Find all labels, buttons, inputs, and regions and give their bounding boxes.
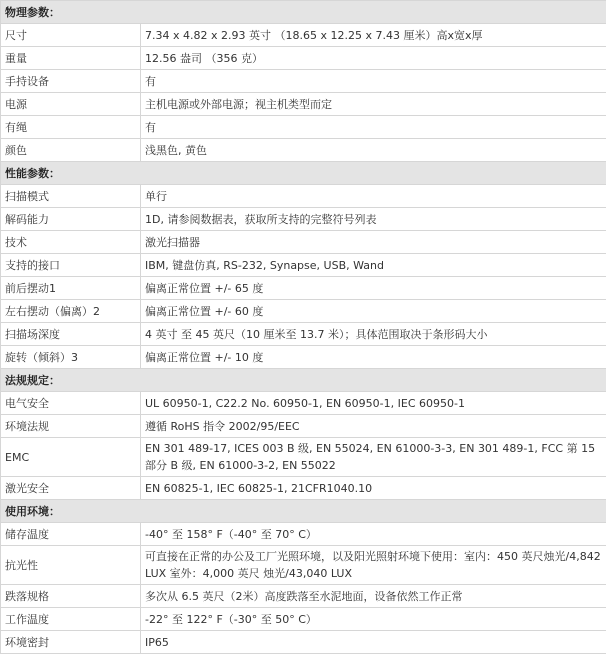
table-row: [1, 546, 606, 585]
spec-label: 手持设备: [1, 70, 141, 93]
table-row: [1, 392, 606, 415]
spec-label: 前后摆动1: [1, 277, 141, 300]
section-title: 使用环境：: [1, 500, 606, 523]
spec-value: 激光扫描器: [141, 231, 606, 254]
spec-value: 可直接在正常的办公及工厂光照环境，以及阳光照射环境下使用：室内：450 英尺烛光/4,842 LUX 室外：4,000 英尺 烛光/43,040 LUX: [141, 546, 606, 585]
section-header-row: [1, 369, 606, 392]
table-row: [1, 70, 606, 93]
table-row: [1, 477, 606, 500]
spec-label: 技术: [1, 231, 141, 254]
spec-label: 储存温度: [1, 523, 141, 546]
spec-value: IP65: [141, 631, 606, 654]
table-row: [1, 585, 606, 608]
spec-value: EN 60825-1, IEC 60825-1, 21CFR1040.10: [141, 477, 606, 500]
table-row: [1, 47, 606, 70]
section-title: 物理参数：: [1, 1, 606, 24]
table-row: [1, 523, 606, 546]
spec-label: 扫描场深度: [1, 323, 141, 346]
section-header-row: [1, 1, 606, 24]
spec-label: EMC: [1, 438, 141, 477]
spec-value: -22° 至 122° F（-30° 至 50° C）: [141, 608, 606, 631]
spec-value: EN 301 489-17, ICES 003 B 级, EN 55024, EN 61000-3-3, EN 301 489-1, FCC 第 15 部分 B 级, EN 61000-3-2, EN 55022: [141, 438, 606, 477]
spec-label: 颜色: [1, 139, 141, 162]
spec-label: 电源: [1, 93, 141, 116]
spec-value: 偏离正常位置 +/- 60 度: [141, 300, 606, 323]
spec-value: 偏离正常位置 +/- 65 度: [141, 277, 606, 300]
spec-label: 尺寸: [1, 24, 141, 47]
table-row: [1, 346, 606, 369]
spec-value: UL 60950-1, C22.2 No. 60950-1, EN 60950-1, IEC 60950-1: [141, 392, 606, 415]
spec-label: 环境密封: [1, 631, 141, 654]
spec-value: 偏离正常位置 +/- 10 度: [141, 346, 606, 369]
spec-label: 扫描模式: [1, 185, 141, 208]
spec-label: 重量: [1, 47, 141, 70]
spec-label: 工作温度: [1, 608, 141, 631]
spec-value: IBM, 键盘仿真, RS-232, Synapse, USB, Wand: [141, 254, 606, 277]
spec-label: 电气安全: [1, 392, 141, 415]
table-row: [1, 185, 606, 208]
table-row: [1, 208, 606, 231]
section-header-row: [1, 162, 606, 185]
section-title: 性能参数：: [1, 162, 606, 185]
table-row: [1, 323, 606, 346]
spec-value: 主机电源或外部电源；视主机类型而定: [141, 93, 606, 116]
spec-label: 有绳: [1, 116, 141, 139]
spec-value: 4 英寸 至 45 英尺（10 厘米至 13.7 米）；具体范围取决于条形码大小: [141, 323, 606, 346]
table-row: [1, 631, 606, 654]
spec-value: 浅黑色, 黄色: [141, 139, 606, 162]
table-row: [1, 116, 606, 139]
spec-value: 单行: [141, 185, 606, 208]
table-row: [1, 608, 606, 631]
spec-label: 解码能力: [1, 208, 141, 231]
table-row: [1, 24, 606, 47]
spec-label: 左右摆动（偏离）2: [1, 300, 141, 323]
table-row: [1, 231, 606, 254]
spec-value: 有: [141, 116, 606, 139]
spec-label: 激光安全: [1, 477, 141, 500]
table-row: [1, 254, 606, 277]
spec-value: 多次从 6.5 英尺（2米）高度跌落至水泥地面，设备依然工作正常: [141, 585, 606, 608]
table-row: [1, 93, 606, 116]
spec-value: 7.34 x 4.82 x 2.93 英寸 （18.65 x 12.25 x 7.43 厘米）高x宽x厚: [141, 24, 606, 47]
spec-label: 支持的接口: [1, 254, 141, 277]
spec-value: 遵循 RoHS 指令 2002/95/EEC: [141, 415, 606, 438]
spec-label: 抗光性: [1, 546, 141, 585]
section-title: 法规规定：: [1, 369, 606, 392]
spec-value: -40° 至 158° F（-40° 至 70° C）: [141, 523, 606, 546]
spec-label: 环境法规: [1, 415, 141, 438]
spec-label: 跌落规格: [1, 585, 141, 608]
section-header-row: [1, 500, 606, 523]
table-row: [1, 438, 606, 477]
spec-value: 有: [141, 70, 606, 93]
spec-table-body: [1, 1, 606, 654]
table-row: [1, 300, 606, 323]
table-row: [1, 139, 606, 162]
table-row: [1, 415, 606, 438]
spec-value: 1D, 请参阅数据表，获取所支持的完整符号列表: [141, 208, 606, 231]
table-row: [1, 277, 606, 300]
spec-label: 旋转（倾斜）3: [1, 346, 141, 369]
spec-value: 12.56 盎司 （356 克）: [141, 47, 606, 70]
